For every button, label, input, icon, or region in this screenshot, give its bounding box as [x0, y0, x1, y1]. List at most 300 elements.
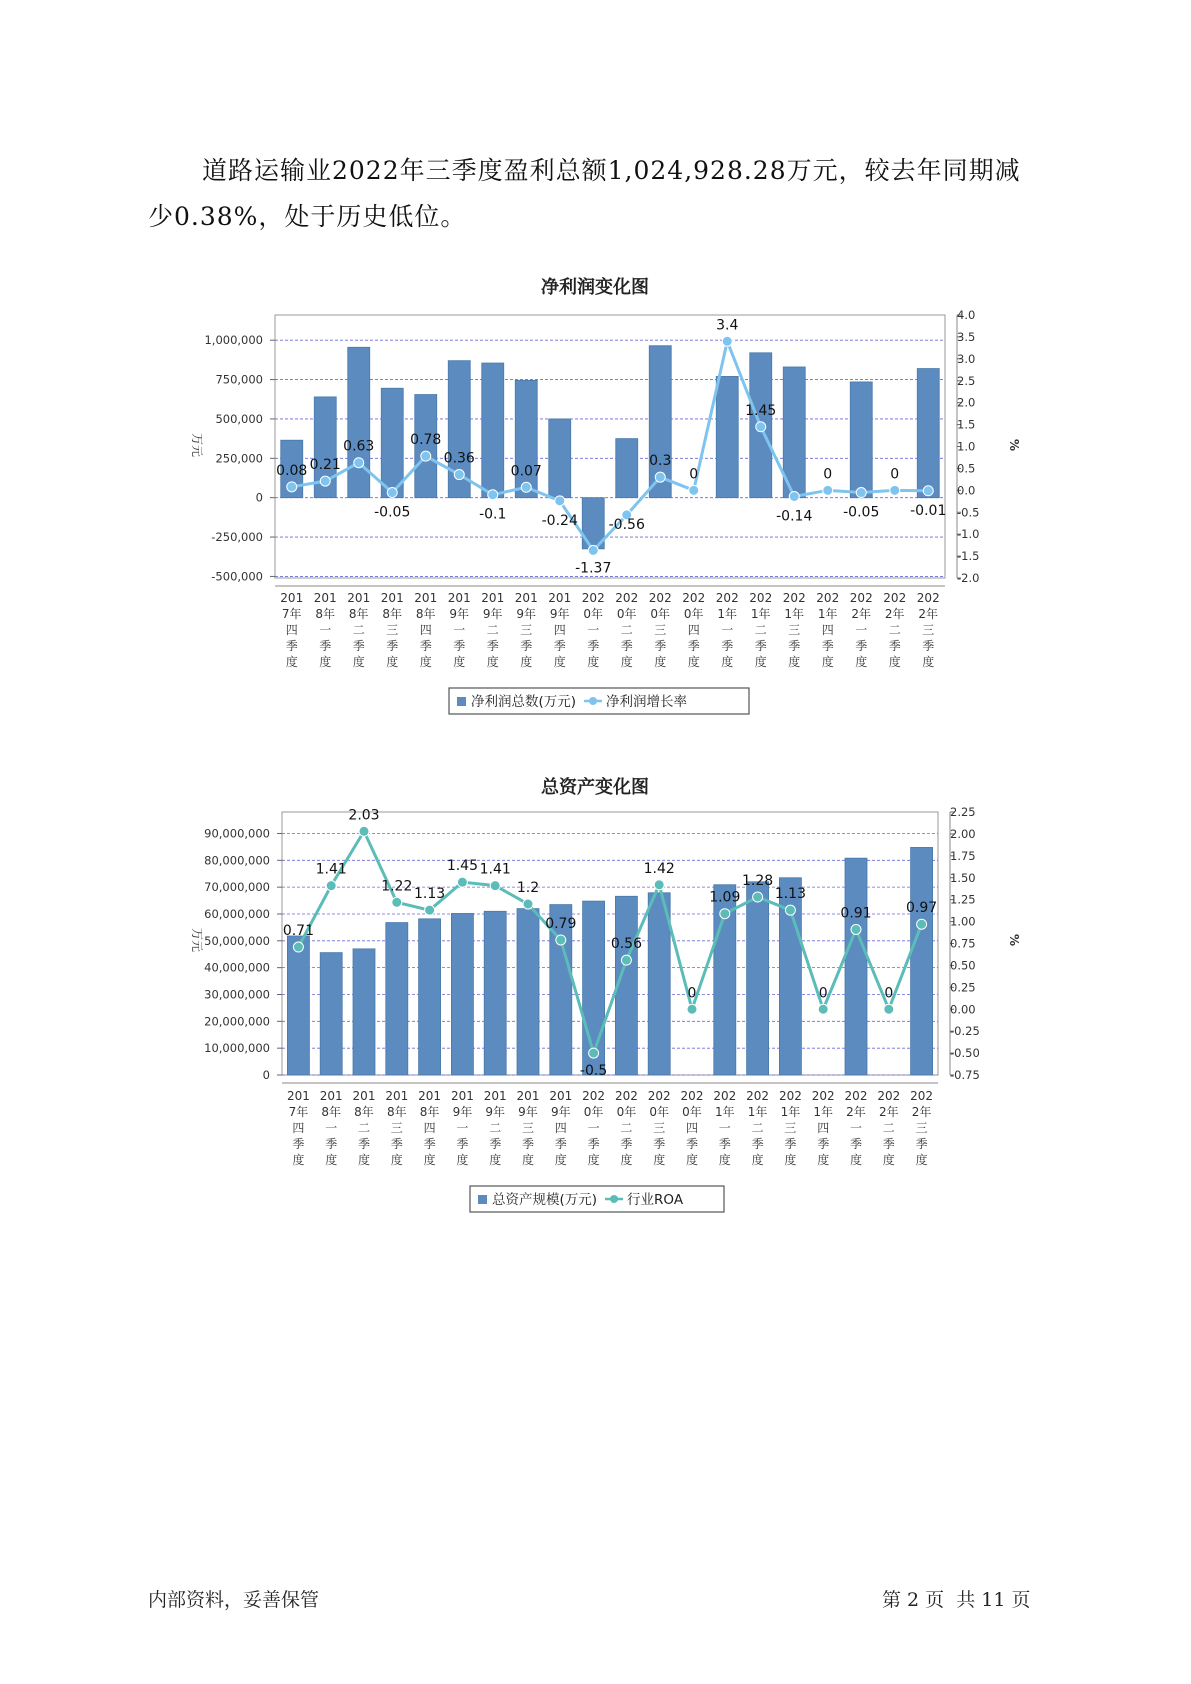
- x-tick-label: 202: [713, 1089, 737, 1103]
- x-tick-label: 季: [456, 1137, 469, 1151]
- x-tick-label: 四: [687, 623, 700, 637]
- point-label: 0.91: [840, 905, 872, 922]
- x-tick-label: 四: [553, 623, 566, 637]
- y2-tick-label: 3.0: [957, 351, 976, 366]
- x-tick-label: 202: [648, 591, 672, 605]
- x-tick-label: 三: [653, 1121, 666, 1135]
- x-tick-label: 度: [687, 655, 700, 669]
- x-tick-label: 度: [784, 1153, 797, 1167]
- x-tick-label: 四: [554, 1121, 567, 1135]
- point-label: -1.37: [575, 560, 612, 577]
- x-tick-label: 度: [718, 1153, 731, 1167]
- x-tick-label: 202: [614, 1089, 638, 1103]
- y2-tick-label: 1.0: [957, 439, 976, 454]
- x-tick-label: 8年: [321, 1105, 342, 1119]
- point-label: 0: [689, 466, 699, 483]
- y2-tick-label: 2.5: [957, 373, 976, 388]
- y2-tick-label: 1.50: [950, 870, 976, 885]
- x-tick-label: 201: [313, 591, 337, 605]
- x-tick-label: 季: [587, 1137, 600, 1151]
- x-tick-label: 度: [325, 1153, 338, 1167]
- y2-tick-label: 0.25: [950, 980, 976, 995]
- x-tick-label: 二: [352, 623, 365, 637]
- x-tick-label: 度: [352, 655, 365, 669]
- y2-tick-label: 3.5: [957, 329, 976, 344]
- x-tick-label: 2年: [846, 1105, 866, 1119]
- x-tick-label: 9年: [549, 607, 570, 621]
- x-tick-label: 0年: [650, 607, 671, 621]
- x-tick-label: 202: [910, 1089, 934, 1103]
- line-point: [818, 1004, 828, 1014]
- x-tick-label: 201: [481, 591, 505, 605]
- x-tick-label: 8年: [415, 607, 436, 621]
- x-tick-label: 季: [419, 639, 432, 653]
- x-tick-label: 1年: [750, 607, 771, 621]
- x-tick-label: 1年: [717, 607, 738, 621]
- x-tick-label: 三: [386, 623, 399, 637]
- x-tick-label: 2年: [918, 607, 939, 621]
- line-point: [654, 880, 664, 890]
- bar: [747, 882, 769, 1075]
- x-tick-label: 度: [849, 1153, 863, 1167]
- x-tick-label: 一: [587, 623, 600, 637]
- bar: [484, 911, 506, 1075]
- x-tick-label: 度: [489, 1153, 502, 1167]
- x-tick-label: 0年: [649, 1105, 670, 1119]
- y-tick-label: 0: [262, 1068, 270, 1082]
- line-point: [287, 482, 297, 492]
- x-tick-label: 度: [754, 655, 767, 669]
- x-tick-label: 度: [390, 1153, 403, 1167]
- x-tick-label: 一: [325, 1121, 338, 1135]
- x-tick-label: 201: [516, 1089, 540, 1103]
- x-tick-label: 三: [390, 1121, 403, 1135]
- y2-tick-label: -1.0: [957, 527, 980, 542]
- point-label: -0.05: [374, 504, 411, 521]
- y2-axis-label: %: [1007, 438, 1021, 452]
- x-tick-label: 四: [685, 1121, 699, 1135]
- point-label: 0.78: [410, 432, 442, 449]
- line-point: [789, 491, 799, 501]
- x-tick-label: 季: [325, 1137, 338, 1151]
- y2-tick-label: 0.50: [950, 958, 976, 973]
- x-tick-label: 四: [419, 623, 432, 637]
- x-tick-label: 二: [751, 1121, 764, 1135]
- x-tick-label: 二: [882, 1121, 895, 1135]
- x-tick-label: 三: [520, 623, 533, 637]
- x-tick-label: 季: [685, 1137, 699, 1151]
- y-tick-label: -500,000: [211, 569, 263, 584]
- x-tick-label: 季: [721, 639, 734, 653]
- x-tick-label: 四: [817, 1121, 830, 1135]
- x-tick-label: 度: [587, 655, 600, 669]
- x-tick-label: 201: [385, 1089, 409, 1103]
- point-label: -0.14: [776, 508, 813, 525]
- line-point: [823, 485, 833, 495]
- y-tick-label: 0: [255, 490, 263, 505]
- x-tick-label: 8年: [354, 1105, 374, 1119]
- line-point: [392, 897, 402, 907]
- x-tick-label: 0年: [583, 607, 604, 621]
- x-tick-label: 季: [788, 639, 801, 653]
- x-tick-label: 8年: [419, 1105, 440, 1119]
- point-label: 0: [884, 985, 894, 1002]
- x-tick-label: 9年: [449, 607, 470, 621]
- x-tick-label: 三: [784, 1121, 797, 1135]
- x-tick-label: 202: [778, 1089, 802, 1103]
- y2-tick-label: 2.00: [950, 826, 976, 841]
- point-label: -0.1: [479, 506, 507, 523]
- x-tick-label: 四: [423, 1121, 436, 1135]
- x-tick-label: 季: [915, 1137, 928, 1151]
- x-tick-label: 季: [386, 639, 399, 653]
- y2-tick-label: 0.00: [950, 1002, 976, 1017]
- x-tick-label: 度: [882, 1153, 895, 1167]
- line-point: [589, 1048, 599, 1058]
- x-tick-label: 度: [922, 655, 935, 669]
- line-point: [488, 490, 498, 500]
- line-point: [523, 899, 533, 909]
- x-tick-label: 202: [883, 591, 907, 605]
- line-point: [923, 486, 933, 496]
- line-point: [917, 919, 927, 929]
- legend-bar-label: 总资产规模(万元): [492, 1192, 598, 1208]
- bar: [320, 953, 342, 1075]
- x-tick-label: 201: [280, 591, 304, 605]
- line-point: [753, 892, 763, 902]
- bar: [850, 382, 872, 498]
- x-tick-label: 度: [788, 655, 801, 669]
- bar: [911, 847, 933, 1075]
- bar: [917, 369, 939, 498]
- x-tick-label: 202: [582, 1089, 606, 1103]
- y-tick-label: 40,000,000: [204, 960, 270, 975]
- x-tick-label: 201: [414, 591, 438, 605]
- bar: [482, 363, 504, 498]
- line-point: [326, 881, 336, 891]
- bar: [616, 439, 638, 498]
- point-label: 0: [890, 466, 900, 483]
- legend-line-marker: [589, 697, 597, 705]
- x-tick-label: 度: [456, 1153, 469, 1167]
- x-tick-label: 202: [916, 591, 940, 605]
- x-tick-label: 季: [653, 1137, 666, 1151]
- x-tick-label: 202: [749, 591, 773, 605]
- line-point: [425, 905, 435, 915]
- x-tick-label: 度: [654, 655, 667, 669]
- x-tick-label: 季: [754, 639, 767, 653]
- line-point: [454, 470, 464, 480]
- y-axis-label: 万元: [190, 927, 204, 953]
- x-tick-label: 三: [788, 623, 801, 637]
- x-tick-label: 9年: [452, 1105, 473, 1119]
- point-label: 1.09: [709, 889, 741, 906]
- y2-tick-label: -2.0: [957, 571, 980, 585]
- point-label: 0.79: [545, 915, 577, 932]
- line-point: [722, 336, 732, 346]
- y2-tick-label: -1.5: [957, 549, 980, 564]
- x-tick-label: 季: [489, 1137, 502, 1151]
- x-tick-label: 201: [549, 1089, 573, 1103]
- x-tick-label: 8年: [315, 607, 336, 621]
- x-tick-label: 一: [855, 623, 868, 637]
- x-tick-label: 8年: [386, 1105, 407, 1119]
- x-tick-label: 二: [486, 623, 499, 637]
- x-tick-label: 度: [553, 655, 566, 669]
- line-point: [756, 422, 766, 432]
- x-tick-label: 2年: [851, 607, 872, 621]
- x-tick-label: 7年: [288, 1105, 309, 1119]
- x-tick-label: 201: [380, 591, 404, 605]
- x-tick-label: 四: [292, 1121, 305, 1135]
- x-tick-label: 202: [844, 1089, 868, 1103]
- bar: [845, 858, 867, 1075]
- y2-tick-label: 2.0: [957, 395, 976, 410]
- x-tick-label: 度: [357, 1153, 371, 1167]
- legend-bar-label: 净利润总数(万元): [471, 694, 577, 710]
- y2-tick-label: -0.25: [950, 1024, 980, 1039]
- point-label: 1.13: [414, 886, 446, 903]
- y2-tick-label: 0.75: [950, 936, 976, 951]
- x-tick-label: 度: [521, 1153, 535, 1167]
- x-tick-label: 三: [922, 623, 935, 637]
- point-label: 0.97: [906, 900, 938, 917]
- y2-tick-label: 1.5: [957, 417, 976, 432]
- legend-line-label: 行业ROA: [627, 1192, 684, 1208]
- line-point: [293, 942, 303, 952]
- paragraph-line-1: 道路运输业2022年三季度盈利总额1,024,928.28万元，较去年同期减: [202, 156, 1021, 185]
- line-point: [588, 545, 598, 555]
- point-label: -0.05: [843, 504, 880, 521]
- point-label: -0.56: [608, 516, 645, 533]
- y-tick-label: 30,000,000: [204, 987, 270, 1002]
- x-tick-label: 二: [754, 623, 767, 637]
- point-label: 0: [823, 466, 833, 483]
- x-tick-label: 202: [782, 591, 806, 605]
- x-tick-label: 季: [319, 639, 332, 653]
- x-tick-label: 三: [521, 1121, 535, 1135]
- x-tick-label: 度: [620, 655, 633, 669]
- y2-tick-label: -0.5: [957, 505, 980, 520]
- x-tick-label: 202: [746, 1089, 770, 1103]
- x-tick-label: 201: [347, 591, 371, 605]
- x-tick-label: 二: [888, 623, 901, 637]
- x-tick-label: 1年: [817, 607, 838, 621]
- x-tick-label: 度: [285, 655, 298, 669]
- x-tick-label: 2年: [878, 1105, 899, 1119]
- x-tick-label: 202: [680, 1089, 704, 1103]
- line-point: [687, 1004, 697, 1014]
- x-tick-label: 1年: [714, 1105, 735, 1119]
- x-tick-label: 季: [654, 639, 667, 653]
- bar: [419, 919, 441, 1075]
- x-tick-label: 度: [587, 1153, 600, 1167]
- x-tick-label: 季: [849, 1137, 863, 1151]
- legend-bar-swatch: [478, 1195, 487, 1204]
- x-tick-label: 季: [620, 1137, 633, 1151]
- bar: [348, 347, 370, 497]
- x-tick-label: 度: [423, 1153, 436, 1167]
- y-tick-label: 750,000: [215, 372, 263, 387]
- x-tick-label: 202: [647, 1089, 671, 1103]
- legend-line-label: 净利润增长率: [606, 694, 688, 710]
- x-tick-label: 2年: [884, 607, 905, 621]
- y2-tick-label: 2.25: [950, 805, 976, 819]
- y2-tick-label: 1.25: [950, 892, 976, 907]
- x-tick-label: 季: [486, 639, 499, 653]
- x-tick-label: 9年: [550, 1105, 571, 1119]
- y-tick-label: 60,000,000: [204, 906, 270, 921]
- line-point: [354, 458, 364, 468]
- x-tick-label: 季: [784, 1137, 797, 1151]
- x-tick-label: 二: [620, 1121, 633, 1135]
- x-tick-label: 三: [915, 1121, 928, 1135]
- x-tick-label: 一: [587, 1121, 600, 1135]
- x-tick-label: 一: [718, 1121, 731, 1135]
- line-point: [890, 485, 900, 495]
- x-tick-label: 9年: [485, 1105, 506, 1119]
- line-point: [387, 488, 397, 498]
- bar: [451, 913, 473, 1075]
- y-axis-label: 万元: [190, 432, 204, 458]
- point-label: 1.42: [643, 860, 675, 877]
- x-tick-label: 季: [882, 1137, 895, 1151]
- bar: [353, 949, 375, 1075]
- bar: [549, 419, 571, 498]
- y2-axis-label: %: [1007, 933, 1021, 947]
- plot-area: [275, 315, 945, 578]
- point-label: 0.71: [282, 923, 314, 940]
- x-tick-label: 季: [553, 639, 566, 653]
- x-tick-label: 季: [620, 639, 633, 653]
- point-label: 1.22: [381, 878, 413, 895]
- point-label: 1.2: [516, 880, 540, 897]
- line-point: [621, 955, 631, 965]
- point-label: 1.41: [315, 861, 347, 878]
- y-tick-label: 1,000,000: [204, 333, 263, 348]
- x-tick-label: 季: [520, 639, 533, 653]
- point-label: -0.5: [579, 1063, 608, 1080]
- x-tick-label: 一: [456, 1121, 469, 1135]
- x-tick-label: 度: [520, 655, 533, 669]
- x-tick-label: 季: [817, 1137, 830, 1151]
- x-tick-label: 度: [620, 1153, 633, 1167]
- x-tick-label: 度: [817, 1153, 830, 1167]
- x-tick-label: 度: [653, 1153, 666, 1167]
- x-tick-label: 一: [319, 623, 332, 637]
- y-tick-label: 70,000,000: [204, 880, 270, 895]
- x-tick-label: 季: [687, 639, 700, 653]
- x-tick-label: 季: [292, 1137, 305, 1151]
- assets-chart-title: 总资产变化图: [541, 777, 649, 798]
- bar: [515, 380, 537, 497]
- x-tick-label: 季: [888, 639, 901, 653]
- y-tick-label: -250,000: [211, 530, 263, 545]
- bar: [648, 893, 670, 1075]
- net-profit-chart: [0, 300, 1191, 760]
- point-label: 2.03: [348, 807, 380, 824]
- x-tick-label: 0年: [682, 1105, 702, 1119]
- paragraph-line-2: 少0.38%，处于历史低位。: [148, 202, 467, 231]
- x-tick-label: 二: [489, 1121, 502, 1135]
- x-tick-label: 度: [915, 1153, 928, 1167]
- line-point: [359, 826, 369, 836]
- y2-tick-label: 1.00: [950, 914, 976, 929]
- x-tick-label: 三: [654, 623, 667, 637]
- line-point: [490, 881, 500, 891]
- y2-tick-label: 4.0: [957, 308, 976, 322]
- x-tick-label: 二: [620, 623, 633, 637]
- line-point: [457, 877, 467, 887]
- bar: [381, 388, 403, 497]
- x-tick-label: 0年: [616, 1105, 637, 1119]
- line-point: [655, 472, 665, 482]
- x-tick-label: 度: [292, 1153, 305, 1167]
- point-label: 0.07: [510, 463, 542, 480]
- y2-tick-label: -0.75: [950, 1068, 980, 1082]
- line-point: [884, 1004, 894, 1014]
- x-tick-label: 201: [548, 591, 572, 605]
- y2-tick-label: -0.50: [950, 1046, 980, 1061]
- x-tick-label: 201: [514, 591, 538, 605]
- line-point: [555, 496, 565, 506]
- y-tick-label: 20,000,000: [204, 1014, 270, 1029]
- line-point: [689, 485, 699, 495]
- x-tick-label: 一: [849, 1121, 863, 1135]
- point-label: 0.21: [309, 457, 341, 474]
- x-tick-label: 0年: [683, 607, 704, 621]
- x-tick-label: 度: [486, 655, 499, 669]
- point-label: 0.36: [443, 450, 475, 467]
- x-tick-label: 202: [615, 591, 639, 605]
- x-tick-label: 202: [682, 591, 706, 605]
- x-tick-label: 季: [521, 1137, 535, 1151]
- x-tick-label: 四: [821, 623, 834, 637]
- x-tick-label: 8年: [382, 607, 403, 621]
- point-label: 0.08: [276, 462, 308, 479]
- point-label: -0.01: [910, 502, 947, 519]
- x-tick-label: 1年: [780, 1105, 801, 1119]
- x-tick-label: 201: [286, 1089, 310, 1103]
- x-tick-label: 季: [587, 639, 600, 653]
- point-label: 1.13: [774, 886, 806, 903]
- x-tick-label: 201: [450, 1089, 474, 1103]
- profit-chart-title: 净利润变化图: [541, 277, 649, 298]
- x-tick-label: 202: [811, 1089, 835, 1103]
- x-tick-label: 0年: [583, 1105, 604, 1119]
- x-tick-label: 一: [721, 623, 734, 637]
- x-tick-label: 季: [718, 1137, 731, 1151]
- x-tick-label: 季: [751, 1137, 764, 1151]
- line-point: [421, 451, 431, 461]
- x-tick-label: 1年: [747, 1105, 768, 1119]
- x-tick-label: 1年: [784, 607, 805, 621]
- x-tick-label: 季: [423, 1137, 436, 1151]
- x-tick-label: 二: [357, 1121, 371, 1135]
- x-tick-label: 201: [483, 1089, 507, 1103]
- x-tick-label: 202: [816, 591, 840, 605]
- x-tick-label: 度: [855, 655, 868, 669]
- y2-tick-label: 0.0: [957, 483, 976, 498]
- x-tick-label: 7年: [281, 607, 302, 621]
- x-tick-label: 202: [877, 1089, 901, 1103]
- point-label: 0: [818, 985, 828, 1002]
- x-tick-label: 度: [721, 655, 734, 669]
- line-point: [720, 909, 730, 919]
- bar: [517, 909, 539, 1075]
- y-tick-label: 500,000: [215, 411, 263, 426]
- point-label: 1.45: [446, 858, 478, 875]
